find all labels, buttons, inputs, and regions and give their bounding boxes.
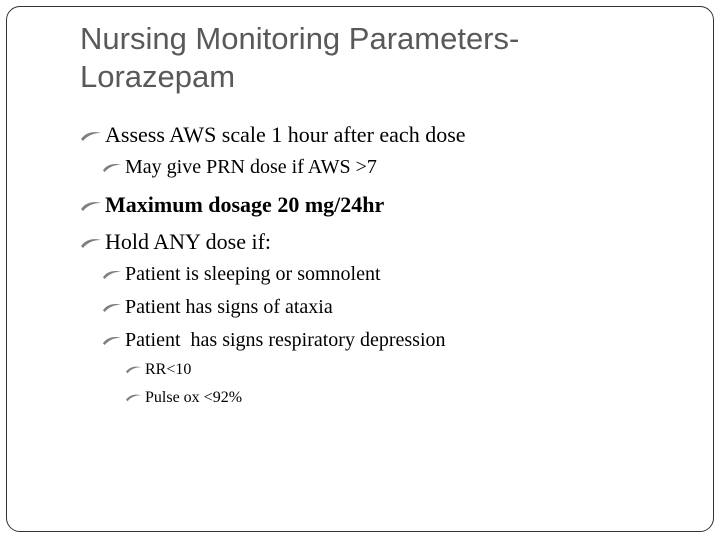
swoosh-bullet-icon	[125, 365, 142, 374]
bullet-respiratory-depression	[102, 329, 446, 352]
bullet-prn-dose	[102, 156, 377, 179]
bullet-pulse-ox	[125, 389, 242, 407]
bullet-text: Patient is sleeping or somnolent	[125, 263, 381, 285]
slide-title-line1: Nursing Monitoring Parameters-	[80, 21, 520, 56]
swoosh-bullet-icon	[102, 269, 122, 280]
bullet-assess-aws	[80, 122, 466, 148]
bullet-text: Maximum dosage 20 mg/24hr	[105, 192, 385, 217]
bullet-text: Patient has signs of ataxia	[125, 296, 333, 318]
bullet-ataxia	[102, 296, 333, 319]
swoosh-bullet-icon	[102, 335, 122, 346]
swoosh-bullet-icon	[102, 162, 122, 173]
bullet-text: May give PRN dose if AWS >7	[125, 156, 377, 178]
swoosh-bullet-icon	[125, 393, 142, 402]
swoosh-bullet-icon	[80, 200, 102, 212]
slide-title-line2: Lorazepam	[80, 59, 236, 94]
swoosh-bullet-icon	[80, 130, 102, 142]
bullet-text: Assess AWS scale 1 hour after each dose	[105, 122, 466, 147]
bullet-sleeping	[102, 263, 381, 286]
slide-title	[80, 20, 680, 96]
bullet-text: Patient has signs respiratory depression	[125, 329, 446, 351]
bullet-hold-dose	[80, 229, 271, 255]
bullet-rr	[125, 361, 191, 379]
swoosh-bullet-icon	[102, 302, 122, 313]
swoosh-bullet-icon	[80, 237, 102, 249]
bullet-text: Hold ANY dose if:	[105, 229, 272, 254]
bullet-maximum-dosage	[80, 192, 384, 218]
bullet-text: Pulse ox <92%	[145, 389, 243, 406]
bullet-text: RR<10	[145, 361, 192, 378]
